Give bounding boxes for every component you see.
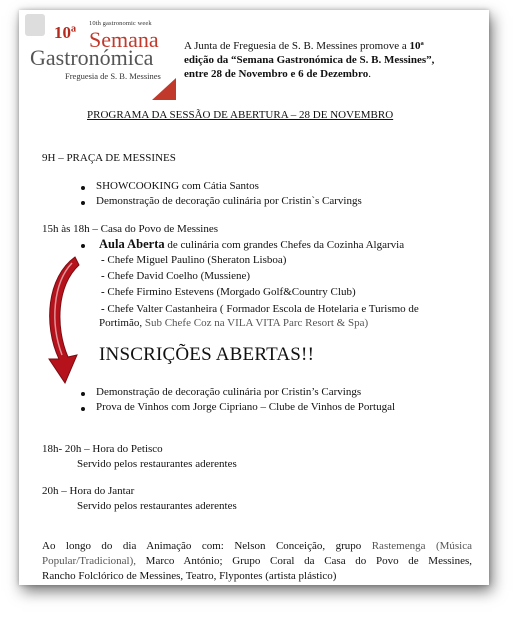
logo-number: 10ª bbox=[54, 23, 77, 42]
intro-line-3 bbox=[184, 67, 371, 81]
chef-name: Chefe Firmino Estevens (Morgado Golf&Country Club) bbox=[107, 286, 356, 298]
session-2-item-after-1: Demonstração de decoração culinária por Cristin’s Carvings bbox=[96, 386, 362, 398]
footer-line-2 bbox=[42, 555, 472, 568]
logo-thumbnail bbox=[25, 14, 45, 36]
document-page bbox=[19, 10, 489, 585]
intro-line-2 bbox=[184, 53, 434, 67]
footer-line-3: Rancho Folclórico de Messines, Teatro, Flypontes (artista plástico) bbox=[42, 570, 337, 582]
bullet bbox=[81, 186, 85, 190]
footer-text: Marco António; Grupo Coral da Casa do Povo de Messines, bbox=[136, 555, 472, 567]
logo-title-semana: Semana bbox=[89, 27, 159, 52]
chef-continued-text: Portimão, bbox=[99, 317, 145, 329]
chef-item-2: - Chefe David Coelho (Mussiene) bbox=[101, 270, 251, 282]
aula-aberta-title: Aula Aberta bbox=[99, 237, 165, 251]
logo-week-label: 10th gastronomic week bbox=[89, 20, 152, 27]
session-4-time: 20h – Hora do Jantar bbox=[42, 485, 135, 497]
session-1-item-1: SHOWCOOKING com Cátia Santos bbox=[96, 180, 259, 192]
chef-item-4: - Chefe Valter Castanheira ( Formador Escola de Hotelaria e Turismo de bbox=[101, 303, 419, 315]
chef-name: Chefe David Coelho (Mussiene) bbox=[107, 270, 251, 282]
registrations-open: INSCRIÇÕES ABERTAS!! bbox=[99, 344, 315, 365]
intro-line-1 bbox=[184, 39, 424, 53]
logo-corner-swoosh bbox=[152, 78, 176, 100]
intro-edition-number: 10ª bbox=[409, 40, 424, 52]
program-heading: PROGRAMA DA SESSÃO DE ABERTURA – 28 DE NOVEMBRO bbox=[87, 109, 394, 121]
bullet bbox=[81, 392, 85, 396]
intro-event-name: edição da “Semana Gastronómica de S. B. Messines”, bbox=[184, 54, 435, 66]
intro-dates: entre 28 de Novembro e 6 de Dezembro bbox=[184, 68, 369, 80]
footer-line-1 bbox=[42, 540, 472, 553]
chef-item-1: - Chefe Miguel Paulino (Sheraton Lisboa) bbox=[101, 254, 287, 266]
logo-parish: Freguesia de S. B. Messines bbox=[65, 71, 161, 81]
session-1-time: 9H – PRAÇA DE MESSINES bbox=[42, 152, 176, 164]
chef-item-4-continued bbox=[99, 317, 368, 330]
chef-continued-role: Sub Chefe Coz na VILA VITA Parc Resort & Spa) bbox=[144, 317, 369, 329]
aula-aberta-description: de culinária com grandes Chefes da Cozinha Algarvia bbox=[164, 239, 405, 251]
footer-genre: Popular/Tradicional), bbox=[42, 555, 136, 567]
session-3-time: 18h- 20h – Hora do Petisco bbox=[42, 443, 163, 455]
bullet bbox=[81, 407, 85, 411]
session-4-detail: Servido pelos restaurantes aderentes bbox=[77, 500, 237, 512]
chef-item-3: - Chefe Firmino Estevens (Morgado Golf&Country Club) bbox=[101, 286, 356, 298]
intro-period: . bbox=[368, 68, 371, 80]
curved-arrow-icon bbox=[41, 255, 81, 385]
session-3-detail: Servido pelos restaurantes aderentes bbox=[77, 458, 237, 470]
bullet bbox=[81, 201, 85, 205]
chef-name: Chefe Valter Castanheira ( Formador Escola de Hotelaria e Turismo de bbox=[107, 303, 419, 315]
chef-name: Chefe Miguel Paulino (Sheraton Lisboa) bbox=[107, 254, 287, 266]
session-2-time: 15h às 18h – Casa do Povo de Messines bbox=[42, 223, 218, 235]
session-2-item-after-2: Prova de Vinhos com Jorge Cipriano – Clube de Vinhos de Portugal bbox=[96, 401, 396, 413]
footer-group-name: Rastemenga (Música bbox=[371, 540, 472, 552]
aula-aberta-line bbox=[99, 238, 404, 252]
logo-title-gastronomica: Gastronómica bbox=[30, 45, 154, 70]
intro-text: A Junta de Freguesia de S. B. Messines promove a bbox=[184, 40, 410, 52]
footer-text: Ao longo do dia Animação com: Nelson Conceição, grupo bbox=[42, 540, 372, 552]
session-1-item-2: Demonstração de decoração culinária por Cristin`s Carvings bbox=[96, 195, 362, 207]
bullet bbox=[81, 244, 85, 248]
